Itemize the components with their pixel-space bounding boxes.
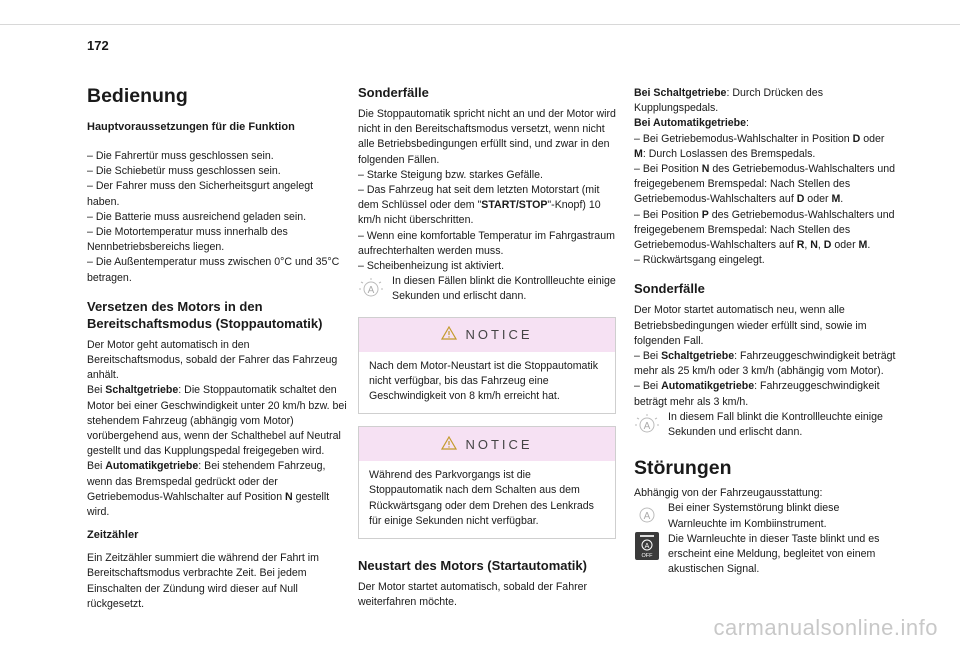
paragraph: Der Motor startet automatisch, sobald der Fahrer weiterfahren möchte. xyxy=(358,581,588,609)
heading-restart: Neustart des Motors (Startautomatik) xyxy=(358,558,587,574)
watermark: carmanualsonline.info xyxy=(713,615,938,640)
warning-icon xyxy=(441,436,457,453)
list-item: – Die Batterie muss ausreichend geladen sein. xyxy=(87,210,307,223)
paragraph: Bei Schaltgetriebe: Die Stoppautomatik schaltet den Motor bei einer Geschwindigkeit unter 20 km/h bzw. bei stehendem Fahrzeug (abhängig vom Motor) vorübergehend aus, wenn der Schalthebel auf Neutral gestellt und das Kupplungspedal freigegeben wird. xyxy=(87,384,347,458)
top-rule xyxy=(0,24,960,25)
list-item: – Bei Automatikgetriebe: Fahrzeuggeschwindigkeit beträgt mehr als 3 km/h. xyxy=(634,380,880,408)
list-item: – Bei Schaltgetriebe: Fahrzeuggeschwindigkeit beträgt mehr als 25 km/h oder 3 km/h (abhängig vom Motor). xyxy=(634,350,896,378)
notice-box xyxy=(358,317,616,415)
list-item: – Bei Position N des Getriebemodus-Wahlschalters und freigegebenem Bremspedal: Nach Stellen des Getriebemodus-Wahlschalters auf D oder M. xyxy=(634,163,896,206)
stop-start-flashing-icon xyxy=(358,274,384,302)
stop-start-flashing-icon xyxy=(634,410,660,438)
list-item: – Bei Position P des Getriebemodus-Wahlschalters und freigegebenem Bremspedal: Nach Stellen des Getriebemodus-Wahlschalters auf R, N, D oder M. xyxy=(634,208,895,252)
heading-prerequisites: Hauptvoraussetzungen für die Funktion xyxy=(87,121,295,133)
section-title-faults: Störungen xyxy=(634,457,732,480)
list-item: – Wenn eine komfortable Temperatur im Fahrgastraum aufrechterhalten werden muss. xyxy=(358,229,615,257)
svg-text:A: A xyxy=(367,285,375,297)
paragraph: Der Motor geht automatisch in den Bereitschaftsmodus, sobald der Fahrer das Fahrzeug anhält. xyxy=(87,338,338,382)
warning-icon xyxy=(441,326,457,343)
section-title: Bedienung xyxy=(87,85,188,107)
list-item: – Das Fahrzeug hat seit dem letzten Motorstart (mit dem Schlüssel oder dem "START/STOP"-Knopf) 10 km/h nicht überschritten. xyxy=(358,184,601,227)
stop-start-off-button-icon xyxy=(634,532,660,560)
column-2 xyxy=(358,80,616,610)
heading-counter: Zeitzähler xyxy=(87,529,139,542)
heading-special-cases: Sonderfälle xyxy=(358,85,429,100)
indicator-note: A Bei einer Systemstörung blinkt diese Warnleuchte im Kombiinstrument. xyxy=(634,501,896,531)
svg-text:A: A xyxy=(644,542,650,550)
off-label: OFF xyxy=(641,552,653,559)
list-item: – Die Fahrertür muss geschlossen sein. xyxy=(87,150,274,162)
list-item: – Der Fahrer muss den Sicherheitsgurt angelegt haben. xyxy=(87,180,314,208)
svg-text:A: A xyxy=(643,511,651,523)
list-item: – Die Motortemperatur muss innerhalb des Nennbetriebsbereichs liegen. xyxy=(87,226,288,254)
list-item: – Bei Getriebemodus-Wahlschalter in Position D oder M: Durch Loslassen des Bremspedals. xyxy=(634,132,885,160)
page-number: 172 xyxy=(87,38,109,53)
svg-text:A: A xyxy=(643,420,651,432)
indicator-note: A In diesen Fällen blinkt die Kontrollleuchte einige Sekunden und erlischt dann. xyxy=(358,274,616,304)
paragraph: Bei Automatikgetriebe: Bei stehendem Fahrzeug, wenn das Bremspedal gedrückt oder der Getriebemodus-Wahlschalter auf Position N gestellt wird. xyxy=(87,460,330,519)
notice-label: NOTICE xyxy=(465,327,533,343)
paragraph: Abhängig von der Fahrzeugausstattung: xyxy=(634,487,823,500)
heading-special-cases: Sonderfälle xyxy=(634,281,705,297)
list-item: – Starke Steigung bzw. starkes Gefälle. xyxy=(358,168,543,181)
notice-text: Während des Parkvorgangs ist die Stoppautomatik nach dem Schalten aus dem Rückwärtsgang oder dem Drehen des Lenkrads für einige Sekunden nicht verfügbar. xyxy=(369,469,594,527)
notice-text: Nach dem Motor-Neustart ist die Stoppautomatik nicht verfügbar, bis das Fahrzeug eine Geschwindigkeit von 8 km/h erreicht hat. xyxy=(369,359,599,403)
list-item: – Rückwärtsgang eingelegt. xyxy=(634,254,765,267)
list-item: – Scheibenheizung ist aktiviert. xyxy=(358,260,505,273)
notice-box xyxy=(358,426,616,539)
notice-header xyxy=(359,427,615,461)
paragraph: Die Stoppautomatik spricht nicht an und der Motor wird nicht in den Bereitschaftsmodus versetzt, wenn nicht alle Betriebsbedingungen erfüllt sind, und zwar in den folgenden Fällen. xyxy=(358,108,616,166)
list-item: – Die Außentemperatur muss zwischen 0°C und 35°C betragen. xyxy=(87,256,340,284)
indicator-note: A In diesem Fall blinkt die Kontrollleuchte einige Sekunden und erlischt dann. xyxy=(634,410,896,440)
stop-start-warning-icon xyxy=(634,501,660,529)
list-item: – Die Schiebetür muss geschlossen sein. xyxy=(87,165,281,178)
paragraph: Ein Zeitzähler summiert die während der Fahrt im Bereitschaftsmodus verbrachte Zeit. Bei jedem Einschalten der Zündung wird dieser auf Null rückgesetzt. xyxy=(87,552,319,610)
column-3 xyxy=(634,80,896,577)
notice-label: NOTICE xyxy=(465,436,533,452)
column-1 xyxy=(87,80,347,612)
heading-standby: Versetzen des Motors in den Bereitschaftsmodus (Stoppautomatik) xyxy=(87,298,323,331)
paragraph: Bei Schaltgetriebe: Durch Drücken des Kupplungspedals. xyxy=(634,87,823,115)
notice-header xyxy=(359,318,615,352)
indicator-note: A OFF Die Warnleuchte in dieser Taste blinkt und es erscheint eine Meldung, begleitet von einem akustischen Signal. xyxy=(634,532,896,578)
paragraph: Der Motor startet automatisch neu, wenn alle Betriebsbedingungen wieder erfüllt sind, sowie im folgenden Fall. xyxy=(634,304,867,347)
paragraph: Bei Automatikgetriebe: xyxy=(634,117,749,130)
